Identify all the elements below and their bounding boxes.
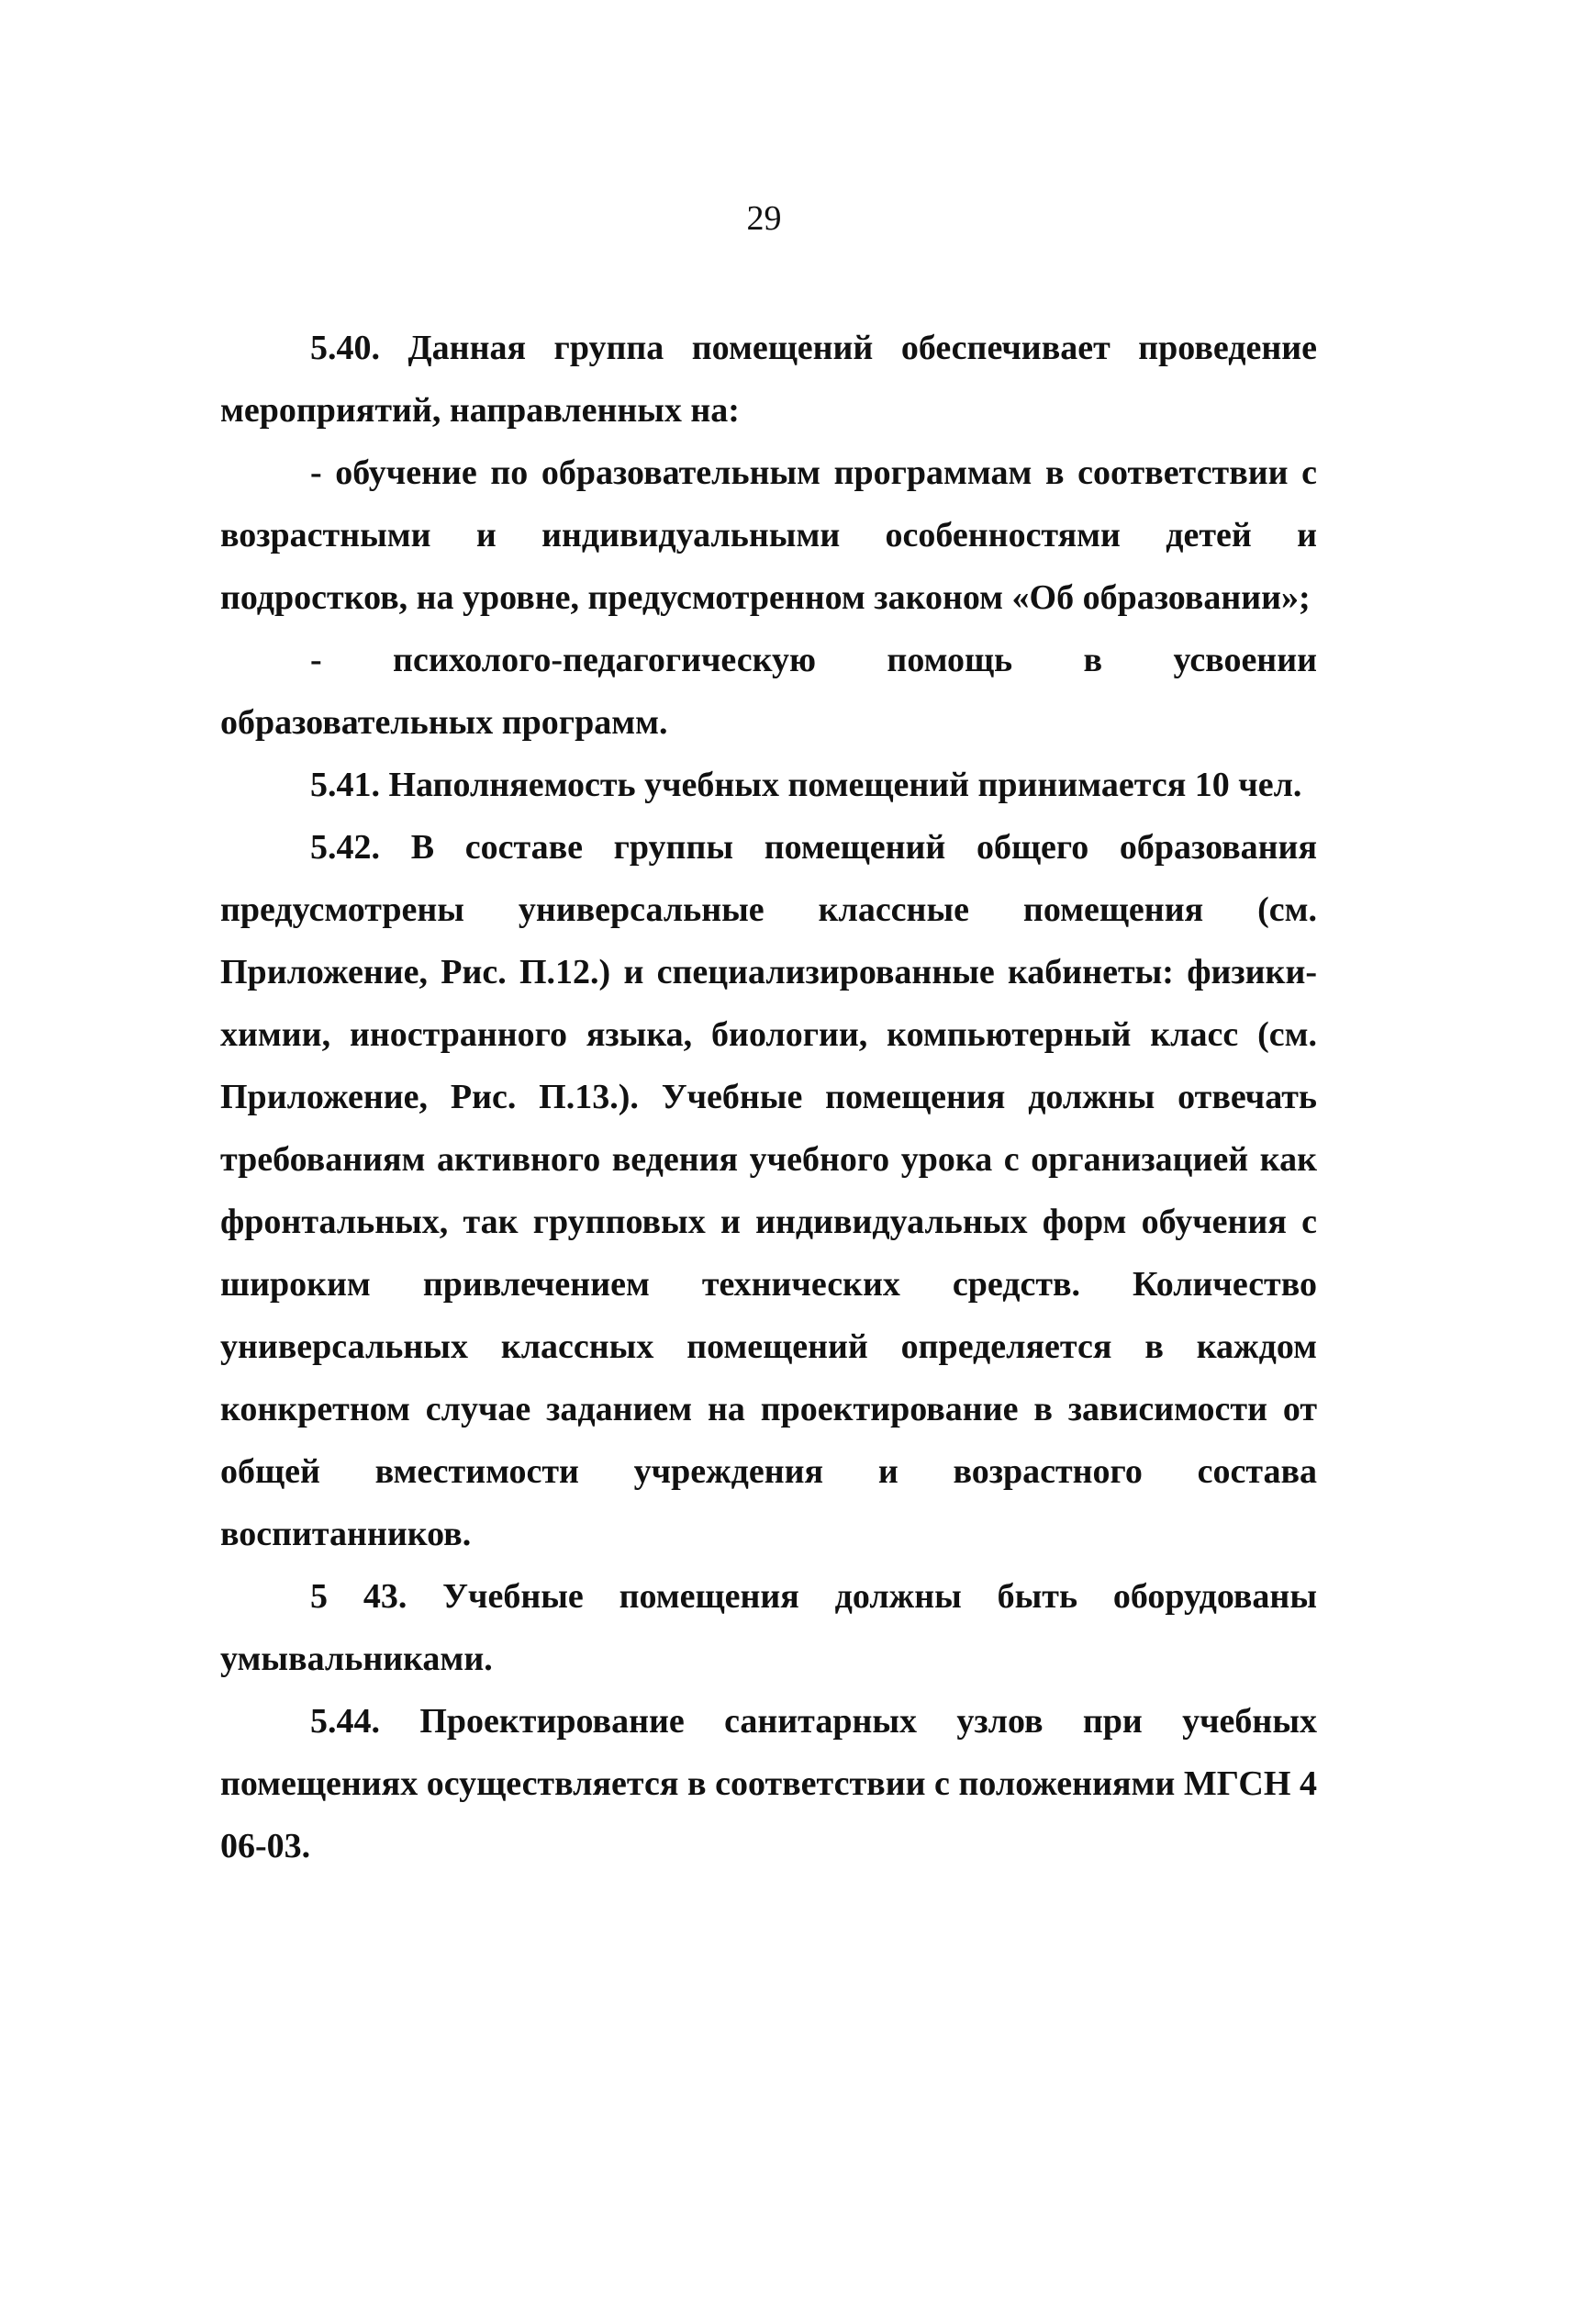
- paragraph-5-44: 5.44. Проектирование санитарных узлов при учебных помещениях осуществляется в соответствии с положениями МГСН 4 06-03.: [220, 1702, 1317, 1865]
- body-text: [220, 317, 1317, 1877]
- paragraph-5-40: 5.40. Данная группа помещений обеспечивает проведение мероприятий, направленных на:: [220, 329, 1317, 430]
- paragraph-5-41: 5.41. Наполняемость учебных помещений принимается 10 чел.: [310, 766, 1302, 804]
- paragraph-5-43: 5 43. Учебные помещения должны быть оборудованы умывальниками.: [220, 1577, 1317, 1678]
- page-number: 29: [746, 199, 782, 238]
- paragraph-bullet-psychology: - психолого-педагогическую помощь в усвоении образовательных программ.: [220, 641, 1317, 742]
- paragraph-5-42: 5.42. В составе группы помещений общего образования предусмотрены универсальные классные помещения (см. Приложение, Рис. П.12.) и специализированные кабинеты: физики-химии, иностранного языка, биологии, компьютерный класс (см. Приложение, Рис. П.13.). Учебные помещения должны отвечать требованиям активного ведения учебного урока с организацией как фронтальных, так групповых и индивидуальных форм обучения с широким привлечением технических средств. Количество универсальных классных помещений определяется в каждом конкретном случае заданием на проектирование в зависимости от общей вместимости учреждения и возрастного состава воспитанников.: [220, 828, 1317, 1553]
- paragraph-bullet-education: - обучение по образовательным программам в соответствии с возрастными и индивидуальными особенностями детей и подростков, на уровне, предусмотренном законом «Об образовании»;: [220, 454, 1317, 617]
